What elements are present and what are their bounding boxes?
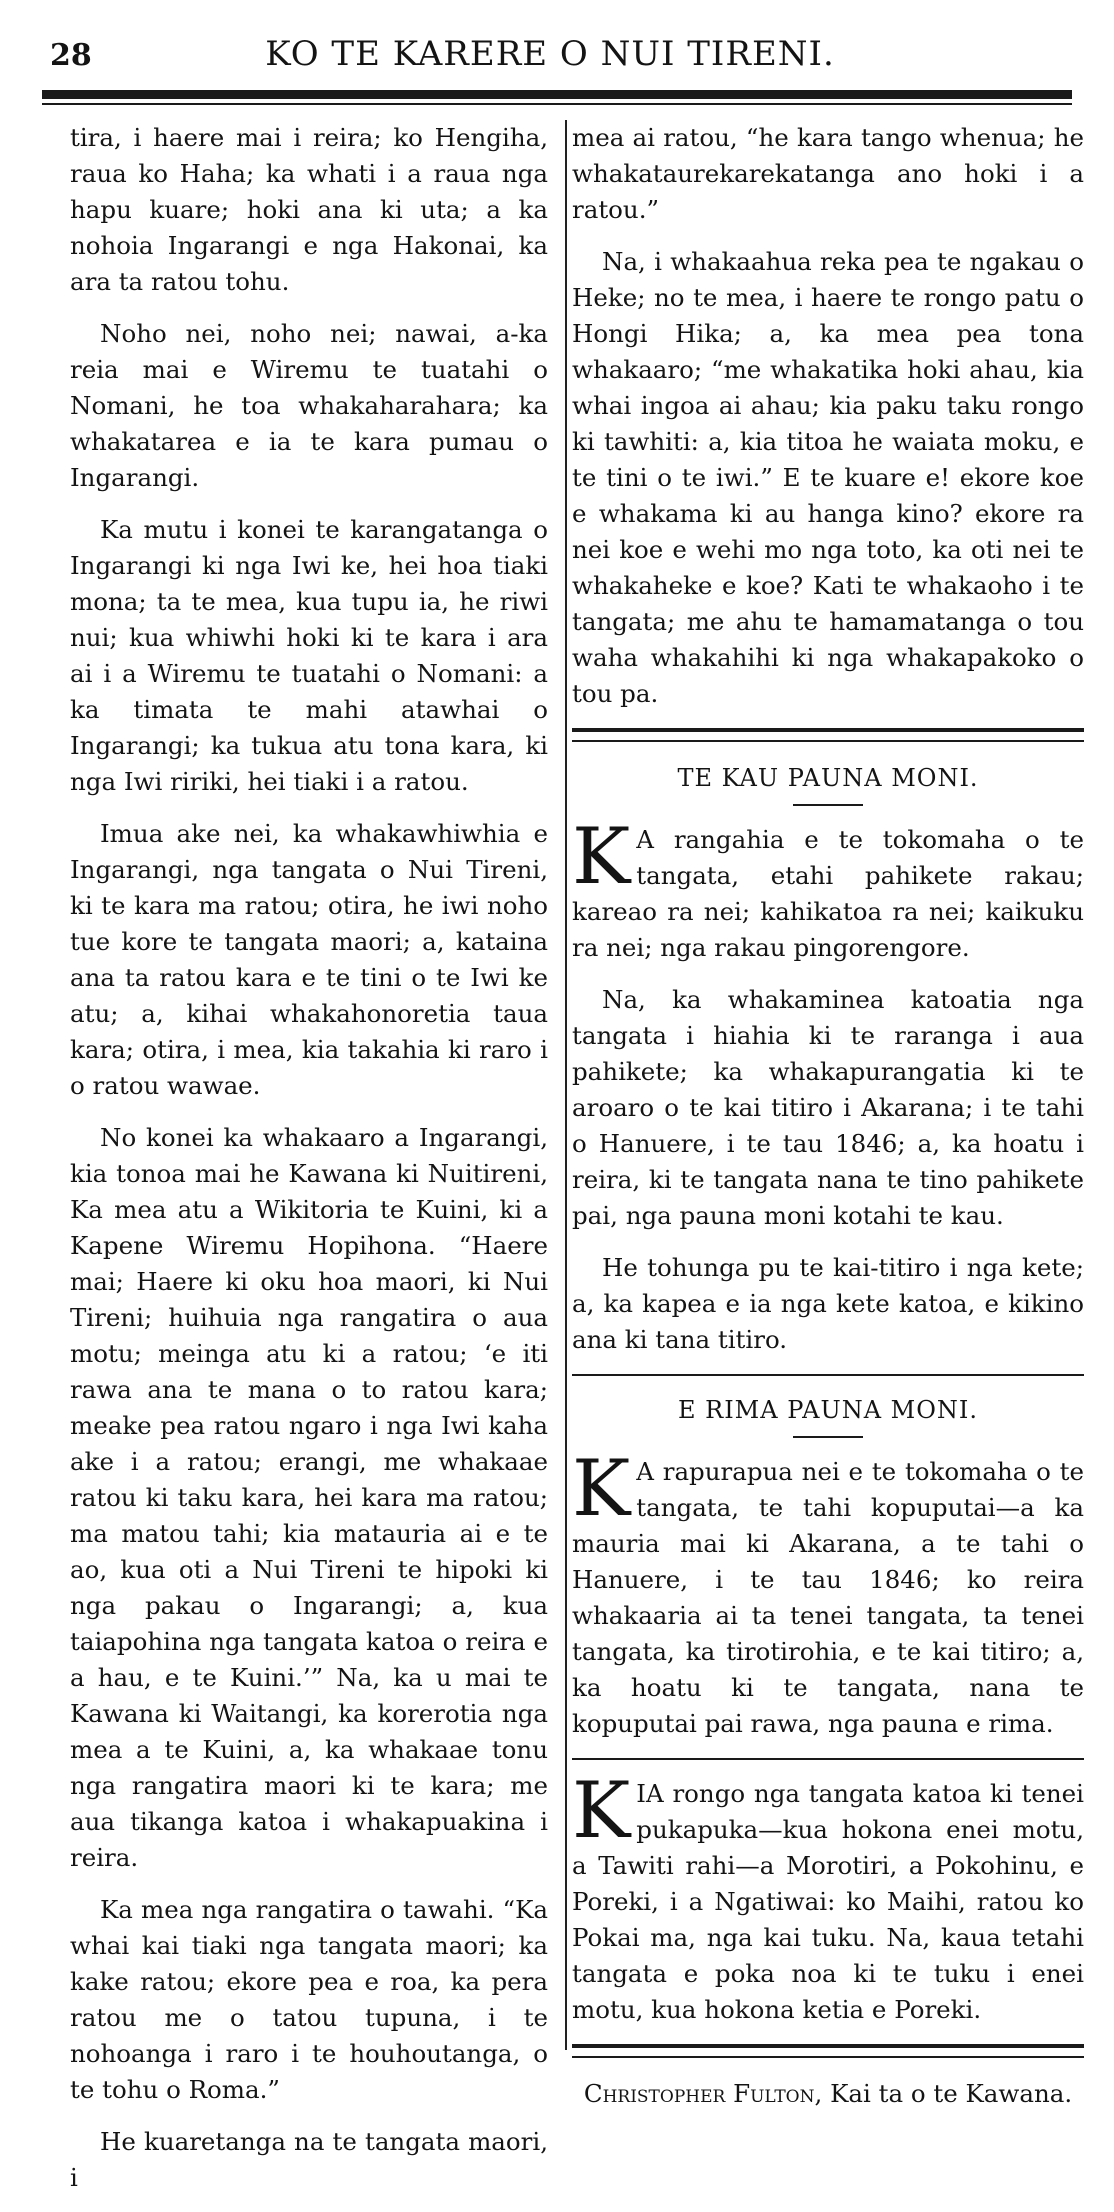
left-paragraph-5: No konei ka whakaaro a Ingarangi, kia tonoa mai he Kawana ki Nuitireni, Ka mea atu a Wikitoria te Kuini, ki a Kapene Wiremu Hopihona. “Haere mai; Haere ki oku hoa maori, ki Nui Tireni; huihuia nga rangatira o aua motu; meinga atu ki a ratou; ‘e iti rawa ana te mana o to ratou kara; meake pea ratou ngaro i nga Iwi kaha ake i a ratou; erangi, me whakaae ratou ki taku kara, hei kara ma ratou; ma matou tahi; kia matauria ai e te ao, kua oti a Nui Tireni te hipoki ki nga pakau o Ingarangi; a, kua taiapohina nga tangata katoa o reira e a hau, e te Kuini.’” Na, ka u mai te Kawana ki Waitangi, ka korerotia nga mea a te Kuini, a, ka whakaae tonu nga rangatira maori ki te kara; me aua tikanga katoa i whakapuakina i reira. bbox=[70, 1123, 548, 1872]
section-title-e-rima-pauna: E RIMA PAUNA MONI. bbox=[677, 1396, 979, 1424]
section2-paragraph-text: A rapurapua nei e te tokomaha o te tangata, te tahi kopuputai—a ka mauria mai ki Akarana, a te tahi o Hanuere, i te tau 1846; ko reira whakaaria ai ta tenei tangata, ta tenei tangata, ka tirotirohia, e te kai titiro; a, ka hoatu ki te tangata, nana te kopuputai pai rawa, nga pauna e rima. bbox=[572, 1457, 1084, 1738]
section3-paragraph-text: IA rongo nga tangata katoa ki tenei pukapuka—kua hokona enei motu, a Tawiti rahi—a Morotiri, a Pokohinu, e Poreki, i a Ngatiwai: ko Maihi, ratou ko Pokai ma, nga kai tuku. Na, kaua tetahi tangata e poka noa ki te tuku i enei motu, kua hokona ketia e Poreki. bbox=[572, 1779, 1084, 2024]
header-rule-thin bbox=[42, 103, 1072, 105]
printer-role: Kai ta o te Kawana. bbox=[830, 2079, 1073, 2108]
dropcap: K bbox=[572, 812, 631, 902]
page-number: 28 bbox=[50, 38, 92, 73]
section-divider-double bbox=[572, 728, 1084, 742]
right-paragraph-1: mea ai ratou, “he kara tango whenua; he whakataurekarekatanga ano hoki i a ratou.” bbox=[572, 123, 1084, 224]
right-paragraph-2: Na, i whakaahua reka pea te ngakau o Heke; no te mea, i haere te rongo patu o Hongi Hika; a, ka mea pea tona whakaaro; “me whakatika hoki ahau, kia whai ingoa ai ahau; kia paku taku rongo ki tawhiti: a, kia titoa he waiata moku, e te tini o te iwi.” E te kuare e! ekore koe e whakama ki au hanga kino? ekore ra nei koe e wehi mo nga toto, ka oti nei te whakaheke e koe? Kati te whakaoho i te tangata; me ahu te hamamatanga o tou waha whakahihi ki nga whakapakoko o tou pa. bbox=[572, 247, 1084, 708]
title-dash bbox=[793, 1436, 863, 1438]
header-rule-thick bbox=[42, 90, 1072, 99]
section1-paragraph-2: Na, ka whakaminea katoatia nga tangata i hiahia ki te raranga i aua pahikete; ka whakapurangatia ki te aroaro o te kai titiro i Akarana; i te tahi o Hanuere, i te tau 1846; a, ka hoatu i reira, ki te tangata nana te tino pahikete pai, nga pauna moni kotahi te kau. bbox=[572, 985, 1084, 1230]
left-paragraph-6: Ka mea nga rangatira o tawahi. “Ka whai kai tiaki nga tangata maori; ka kake ratou; ekore pea e roa, ka pera ratou me o tatou tupuna, i te nohoanga i raro i te houhoutanga, o te tohu o Roma.” bbox=[70, 1895, 548, 2104]
section1-paragraph-3: He tohunga pu te kai-titiro i nga kete; a, ka kapea e ia nga kete katoa, e kikino ana ki tana titiro. bbox=[572, 1253, 1084, 1354]
left-paragraph-4: Imua ake nei, ka whakawhiwhia e Ingarangi, nga tangata o Nui Tireni, ki te kara ma ratou; otira, he iwi noho tue kore te tangata maori; a, kataina ana ta ratou kara e te tini o te Iwi ke atu; a, kihai whakahonoretia taua kara; otira, i mea, kia takahia ki raro i o ratou wawae. bbox=[70, 819, 548, 1100]
left-column bbox=[70, 120, 548, 2212]
dropcap: K bbox=[572, 1444, 631, 1534]
column-divider bbox=[565, 120, 567, 2050]
left-paragraph-1: tira, i haere mai i reira; ko Hengiha, raua ko Haha; ka whati i a raua nga hapu kuare; hoki ana ki uta; a ka nohoia Ingarangi e nga Hakonai, ka ara ta ratou tohu. bbox=[70, 123, 548, 296]
printer-signature bbox=[572, 2076, 1084, 2112]
printer-name: Christopher Fulton, bbox=[583, 2079, 823, 2108]
left-paragraph-2: Noho nei, noho nei; nawai, a-ka reia mai e Wiremu te tuatahi o Nomani, he toa whakaharahara; ka whakatarea e ia te kara pumau o Ingarangi. bbox=[70, 319, 548, 492]
section3-paragraph bbox=[572, 1766, 1084, 2028]
title-dash bbox=[793, 804, 863, 806]
left-paragraph-3: Ka mutu i konei te karangatanga o Ingarangi ki nga Iwi ke, hei hoa tiaki mona; ta te mea, kua tupu ia, he riwi nui; kua whiwhi hoki ki te kara i ara ai i a Wiremu te tuatahi o Nomani: a ka timata te mahi atawhai o Ingarangi; ka tukua atu tona kara, ki nga Iwi ririki, hei tiaki i a ratou. bbox=[70, 515, 548, 796]
left-paragraph-7: He kuaretanga na te tangata maori, i bbox=[70, 2127, 548, 2192]
right-column bbox=[572, 120, 1084, 2112]
section-divider-double bbox=[572, 2044, 1084, 2058]
section-divider bbox=[572, 1374, 1084, 1376]
section1-paragraph-1 bbox=[572, 812, 1084, 966]
section2-paragraph bbox=[572, 1444, 1084, 1742]
section-divider bbox=[572, 1758, 1084, 1760]
dropcap: K bbox=[572, 1766, 631, 1856]
page-header bbox=[30, 30, 1070, 90]
running-title: KO TE KARERE O NUI TIRENI. bbox=[265, 34, 835, 74]
section1-paragraph-1-text: A rangahia e te tokomaha o te tangata, etahi pahikete rakau; kareao ra nei; kahikatoa ra nei; kaikuku ra nei; nga rakau pingorengore. bbox=[572, 825, 1084, 962]
section-title-te-kau-pauna: TE KAU PAUNA MONI. bbox=[677, 764, 979, 792]
